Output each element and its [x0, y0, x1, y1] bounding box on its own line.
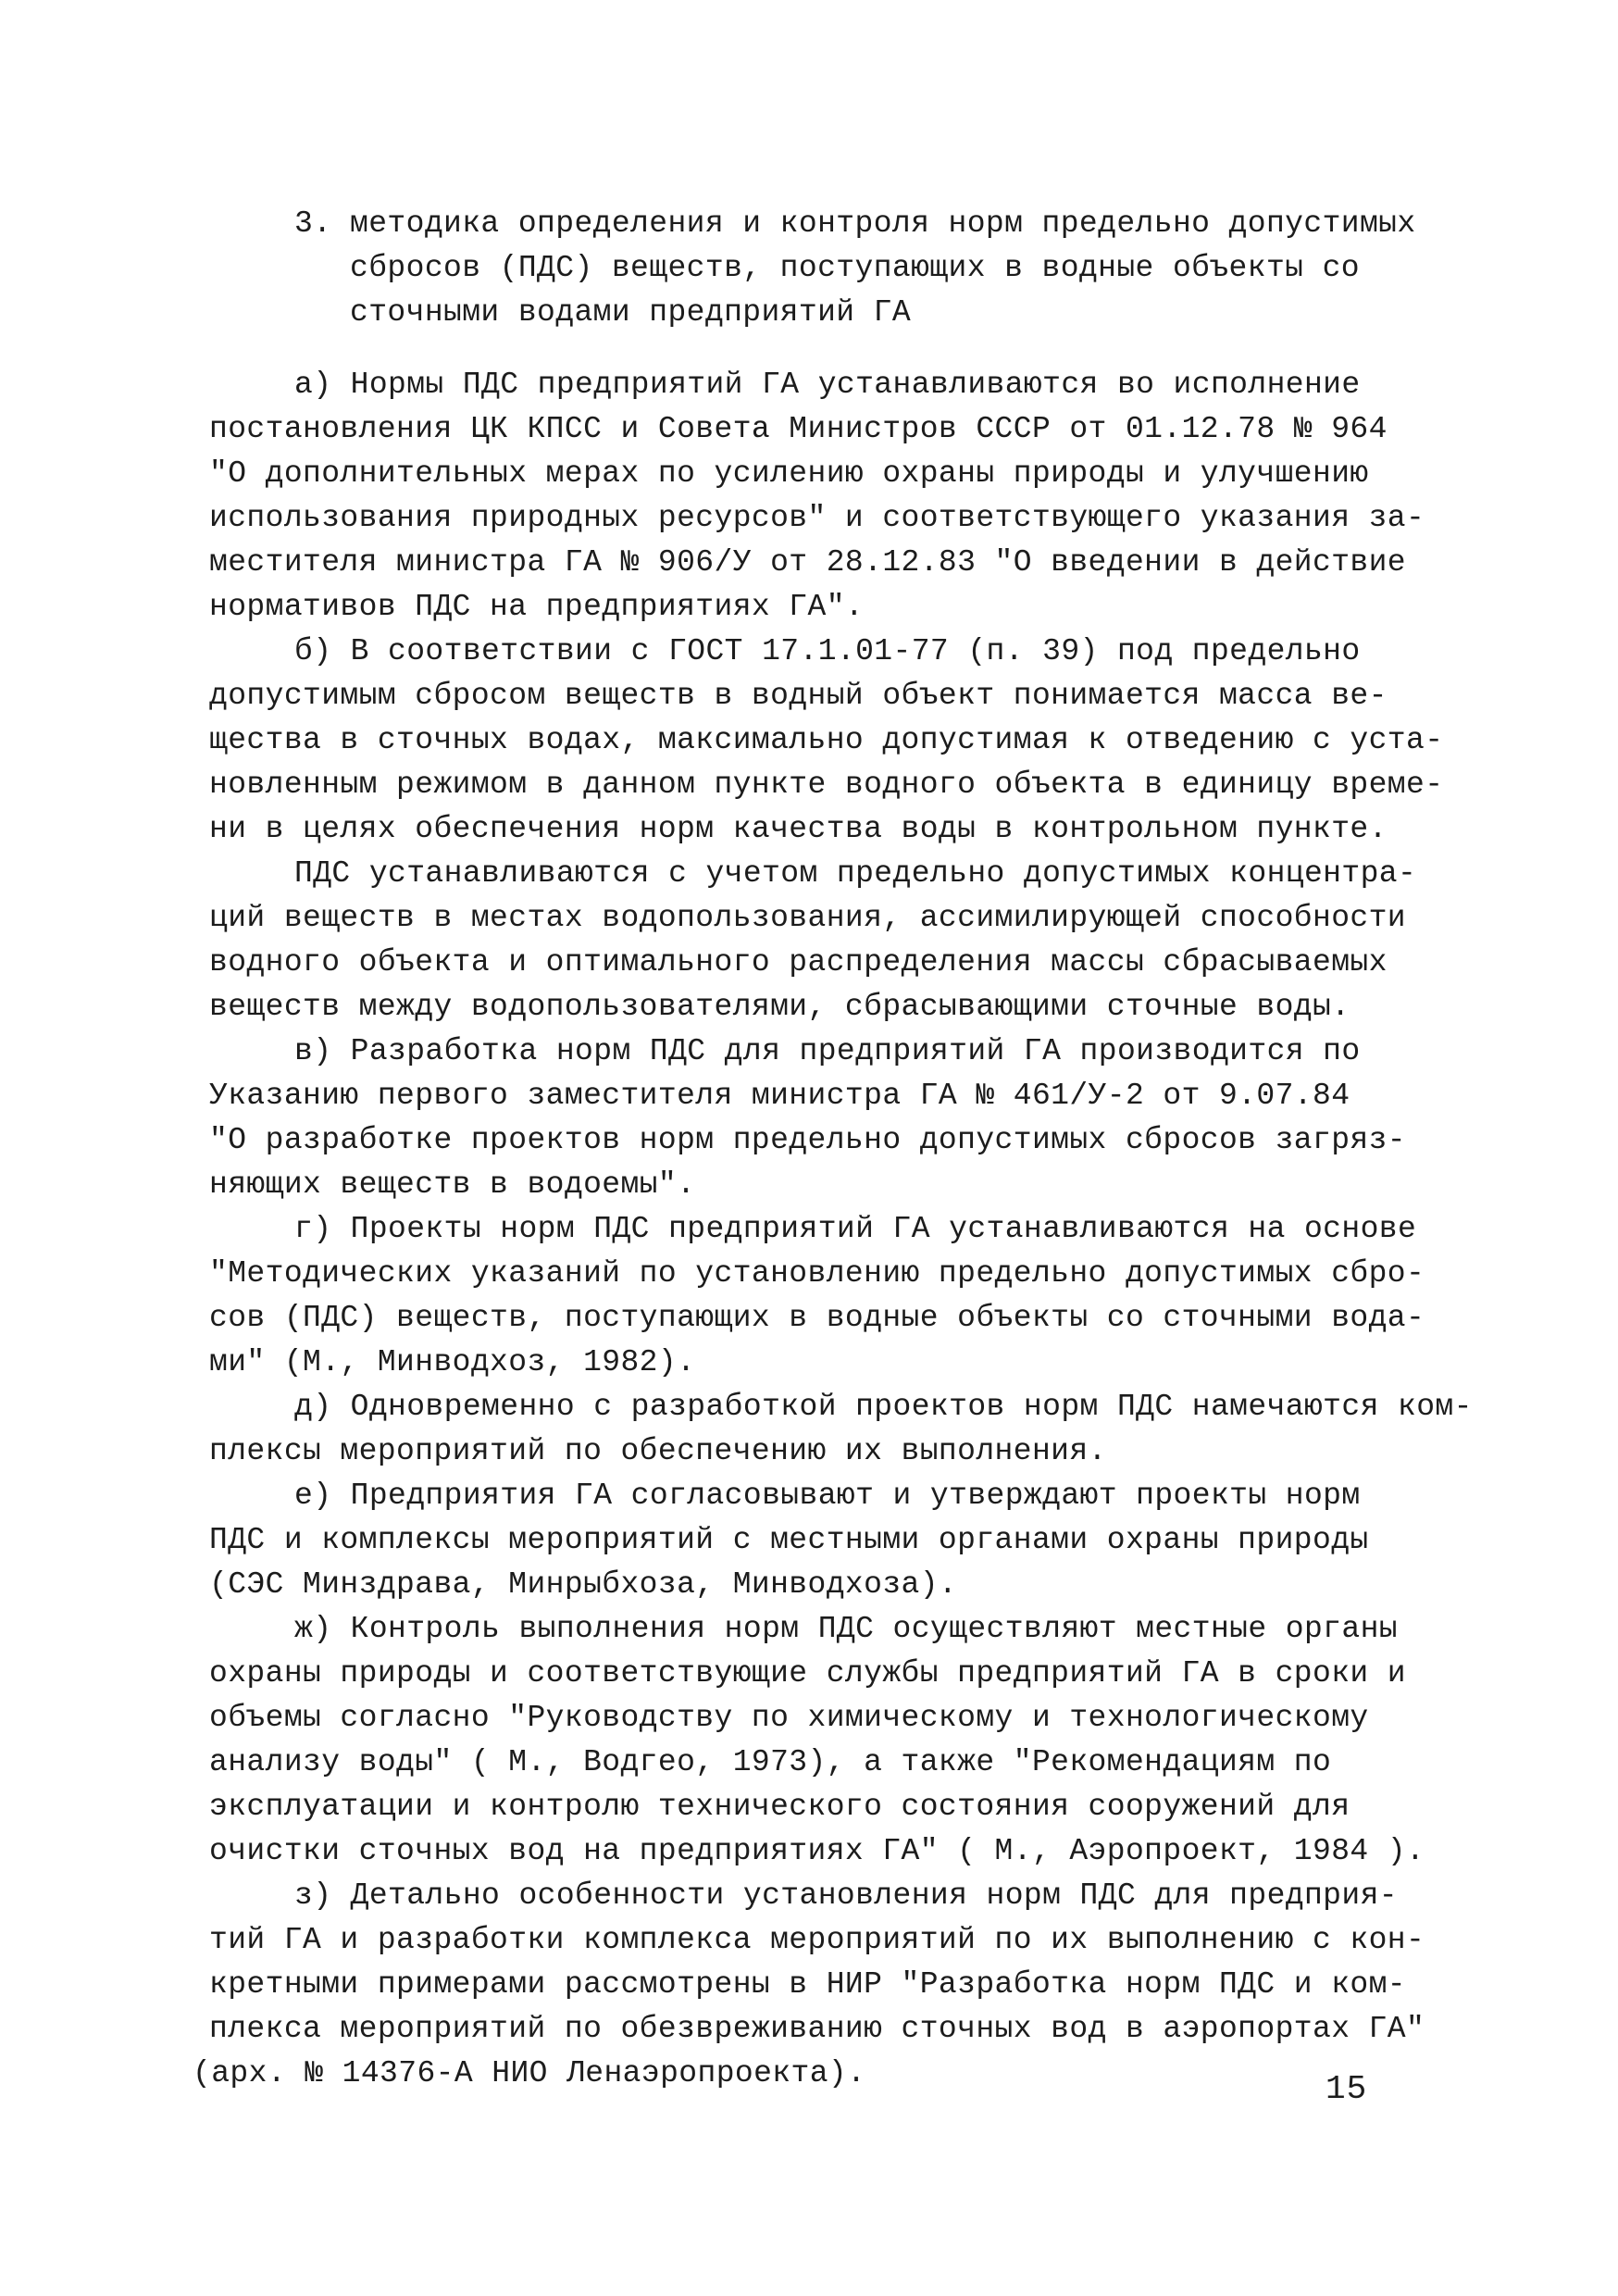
paragraph-line: няющих веществ в водоемы".: [209, 1167, 696, 1202]
paragraph-line: "Методических указаний по установлению предельно допустимых сбро-: [209, 1256, 1425, 1291]
paragraph-line: ж) Контроль выполнения норм ПДС осуществляют местные органы: [294, 1612, 1398, 1646]
page-number: 15: [1326, 2070, 1368, 2108]
paragraph-line: новленным режимом в данном пункте водного объекта в единицу време-: [209, 767, 1444, 802]
paragraph-line: плексы мероприятий по обеспечению их выполнения.: [209, 1434, 1107, 1468]
section-title-line: сточными водами предприятий ГА: [350, 295, 912, 330]
paragraph-line: з) Детально особенности установления норм ПДС для предприя-: [294, 1878, 1398, 1913]
paragraph-line: Указанию первого заместителя министра ГА № 461/У-2 от 9.07.84: [209, 1079, 1350, 1113]
paragraph-line: б) В соответствии с ГОСТ 17.1.01-77 (п. 39) под предельно: [294, 634, 1361, 668]
paragraph-line: "О разработке проектов норм предельно допустимых сбросов загряз-: [209, 1123, 1407, 1157]
paragraph-line: постановления ЦК КПСС и Совета Министров СССР от 01.12.78 № 964: [209, 412, 1388, 446]
paragraph-line: анализу воды" ( М., Водгео, 1973), а также "Рекомендациям по: [209, 1745, 1332, 1779]
paragraph-line: ПДС и комплексы мероприятий с местными органами охраны природы: [209, 1523, 1369, 1557]
paragraph-line: охраны природы и соответствующие службы предприятий ГА в сроки и: [209, 1656, 1407, 1691]
section-number: 3.: [294, 206, 332, 241]
paragraph-line: очистки сточных вод на предприятиях ГА" ( М., Аэропроект, 1984 ).: [209, 1834, 1425, 1868]
paragraph-line: (арх. № 14376-А НИО Ленаэропроекта).: [193, 2056, 866, 2090]
paragraph-line: объемы согласно "Руководству по химическому и технологическому: [209, 1701, 1369, 1735]
paragraph-line: местителя министра ГА № 906/У от 28.12.83 "О введении в действие: [209, 545, 1407, 580]
paragraph-line: эксплуатации и контролю технического состояния сооружений для: [209, 1790, 1350, 1824]
section-title-line: сбросов (ПДС) веществ, поступающих в водные объекты со: [350, 251, 1360, 285]
paragraph-line: (СЭС Минздрава, Минрыбхоза, Минводхоза).: [209, 1567, 958, 1602]
paragraph-line: тий ГА и разработки комплекса мероприятий по их выполнению с кон-: [209, 1923, 1425, 1957]
paragraph-line: веществ между водопользователями, сбрасывающими сточные воды.: [209, 990, 1350, 1024]
paragraph-line: допустимым сбросом веществ в водный объект понимается масса ве-: [209, 679, 1388, 713]
paragraph-line: в) Разработка норм ПДС для предприятий ГА производится по: [294, 1034, 1361, 1068]
paragraph-line: кретными примерами рассмотрены в НИР "Разработка норм ПДС и ком-: [209, 1967, 1407, 2002]
paragraph-line: щества в сточных водах, максимально допустимая к отведению с уста-: [209, 723, 1444, 757]
paragraph-line: г) Проекты норм ПДС предприятий ГА устанавливаются на основе: [294, 1212, 1417, 1246]
paragraph-line: ций веществ в местах водопользования, ассимилирующей способности: [209, 901, 1407, 935]
paragraph-line: сов (ПДС) веществ, поступающих в водные объекты со сточными вода-: [209, 1301, 1425, 1335]
paragraph-line: а) Нормы ПДС предприятий ГА устанавливаются во исполнение: [294, 368, 1361, 402]
paragraph-line: нормативов ПДС на предприятиях ГА".: [209, 590, 865, 624]
paragraph-line: использования природных ресурсов" и соответствующего указания за-: [209, 501, 1425, 535]
paragraph-line: ни в целях обеспечения норм качества воды в контрольном пункте.: [209, 812, 1388, 846]
paragraph-line: ми" (М., Минводхоз, 1982).: [209, 1345, 696, 1379]
paragraph-line: "О дополнительных мерах по усилению охраны природы и улучшению: [209, 456, 1369, 491]
paragraph-line: ПДС устанавливаются с учетом предельно допустимых концентра-: [294, 856, 1417, 891]
paragraph-line: плекса мероприятий по обезвреживанию сточных вод в аэропортах ГА": [209, 2012, 1425, 2046]
paragraph-line: д) Одновременно с разработкой проектов норм ПДС намечаются ком-: [294, 1390, 1473, 1424]
paragraph-line: е) Предприятия ГА согласовывают и утверждают проекты норм: [294, 1479, 1361, 1513]
paragraph-line: водного объекта и оптимального распределения массы сбрасываемых: [209, 945, 1388, 980]
section-title-line: методика определения и контроля норм предельно допустимых: [350, 206, 1416, 241]
